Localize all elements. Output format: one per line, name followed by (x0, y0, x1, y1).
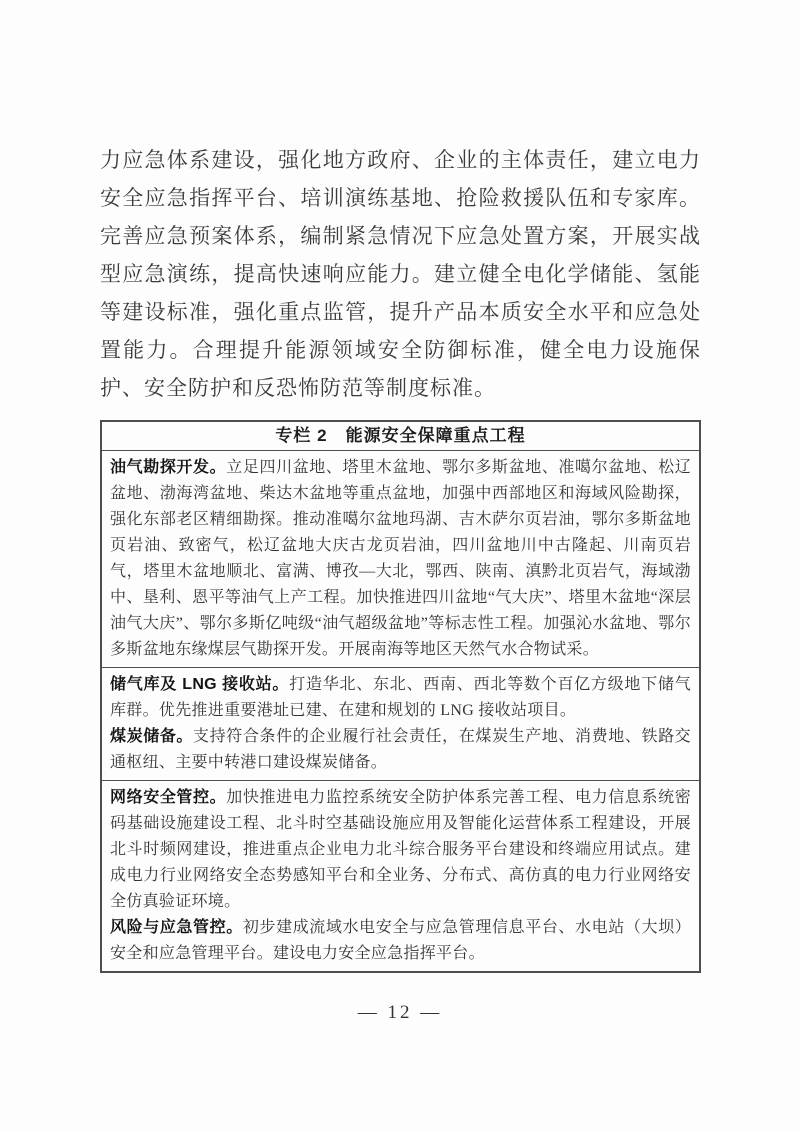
section-lead-coal-reserve: 煤炭储备。 (110, 728, 194, 745)
section-text: 支持符合条件的企业履行社会责任，在煤炭生产地、消费地、铁路交通枢纽、主要中转港口建设煤炭储备。 (110, 728, 691, 771)
section-text: 加快推进电力监控系统安全防护体系完善工程、电力信息系统密码基础设施建设工程、北斗时空基础设施应用及智能化运营体系工程建设，开展北斗时频网建设，推进重点企业电力北斗综合服务平台建设和终端应用试点。建成电力行业网络安全态势感知平台和全业务、分布式、高仿真的电力行业网络安全仿真验证环境。 (110, 789, 691, 910)
section-lead-risk-emergency-control: 风险与应急管控。 (110, 919, 243, 936)
section-lead-gas-storage-lng: 储气库及 LNG 接收站。 (110, 676, 290, 693)
page-number: — 12 — (357, 1002, 443, 1023)
section-lead-oil-gas-exploration: 油气勘探开发。 (110, 459, 227, 476)
special-column-panel (100, 420, 701, 973)
panel-paragraph (110, 455, 691, 663)
section-text: 立足四川盆地、塔里木盆地、鄂尔多斯盆地、准噶尔盆地、松辽盆地、渤海湾盆地、柴达木盆地等重点盆地，加强中西部地区和海域风险勘探，强化东部老区精细勘探。推动准噶尔盆地玛湖、吉木萨尔页岩油，鄂尔多斯盆地页岩油、致密气，松辽盆地大庆古龙页岩油，四川盆地川中古隆起、川南页岩气，塔里木盆地顺北、富满、博孜—大北，鄂西、陕南、滇黔北页岩气，海域渤中、垦利、恩平等油气上产工程。加快推进四川盆地“气大庆”、塔里木盆地“深层油气大庆”、鄂尔多斯亿吨级“油气超级盆地”等标志性工程。加强沁水盆地、鄂尔多斯盆地东缘煤层气勘探开发。开展南海等地区天然气水合物试采。 (110, 459, 691, 658)
page-content (100, 141, 701, 973)
section-text: 打造华北、东北、西南、西北等数个百亿方级地下储气库群。优先推进重要港址已建、在建和规划的 LNG 接收站项目。 (110, 676, 691, 719)
panel-title: 专栏 2 能源安全保障重点工程 (102, 422, 699, 451)
panel-row-storage-and-coal (102, 668, 699, 781)
panel-row-oil-gas-exploration (102, 451, 699, 668)
panel-paragraph (110, 672, 691, 724)
panel-paragraph (110, 915, 691, 967)
panel-paragraph (110, 724, 691, 776)
section-text: 初步建成流域水电安全与应急管理信息平台、水电站（大坝）安全和应急管理平台。建设电力安全应急指挥平台。 (110, 919, 691, 962)
panel-row-cybersecurity-and-risk (102, 781, 699, 971)
body-paragraph: 力应急体系建设，强化地方政府、企业的主体责任，建立电力安全应急指挥平台、培训演练基地、抢险救援队伍和专家库。完善应急预案体系，编制紧急情况下应急处置方案，开展实战型应急演练，提高快速响应能力。建立健全电化学储能、氢能等建设标准，强化重点监管，提升产品本质安全水平和应急处置能力。合理提升能源领域安全防御标准，健全电力设施保护、安全防护和反恐怖防范等制度标准。 (100, 148, 701, 400)
panel-paragraph (110, 785, 691, 915)
section-lead-network-security: 网络安全管控。 (110, 789, 227, 806)
